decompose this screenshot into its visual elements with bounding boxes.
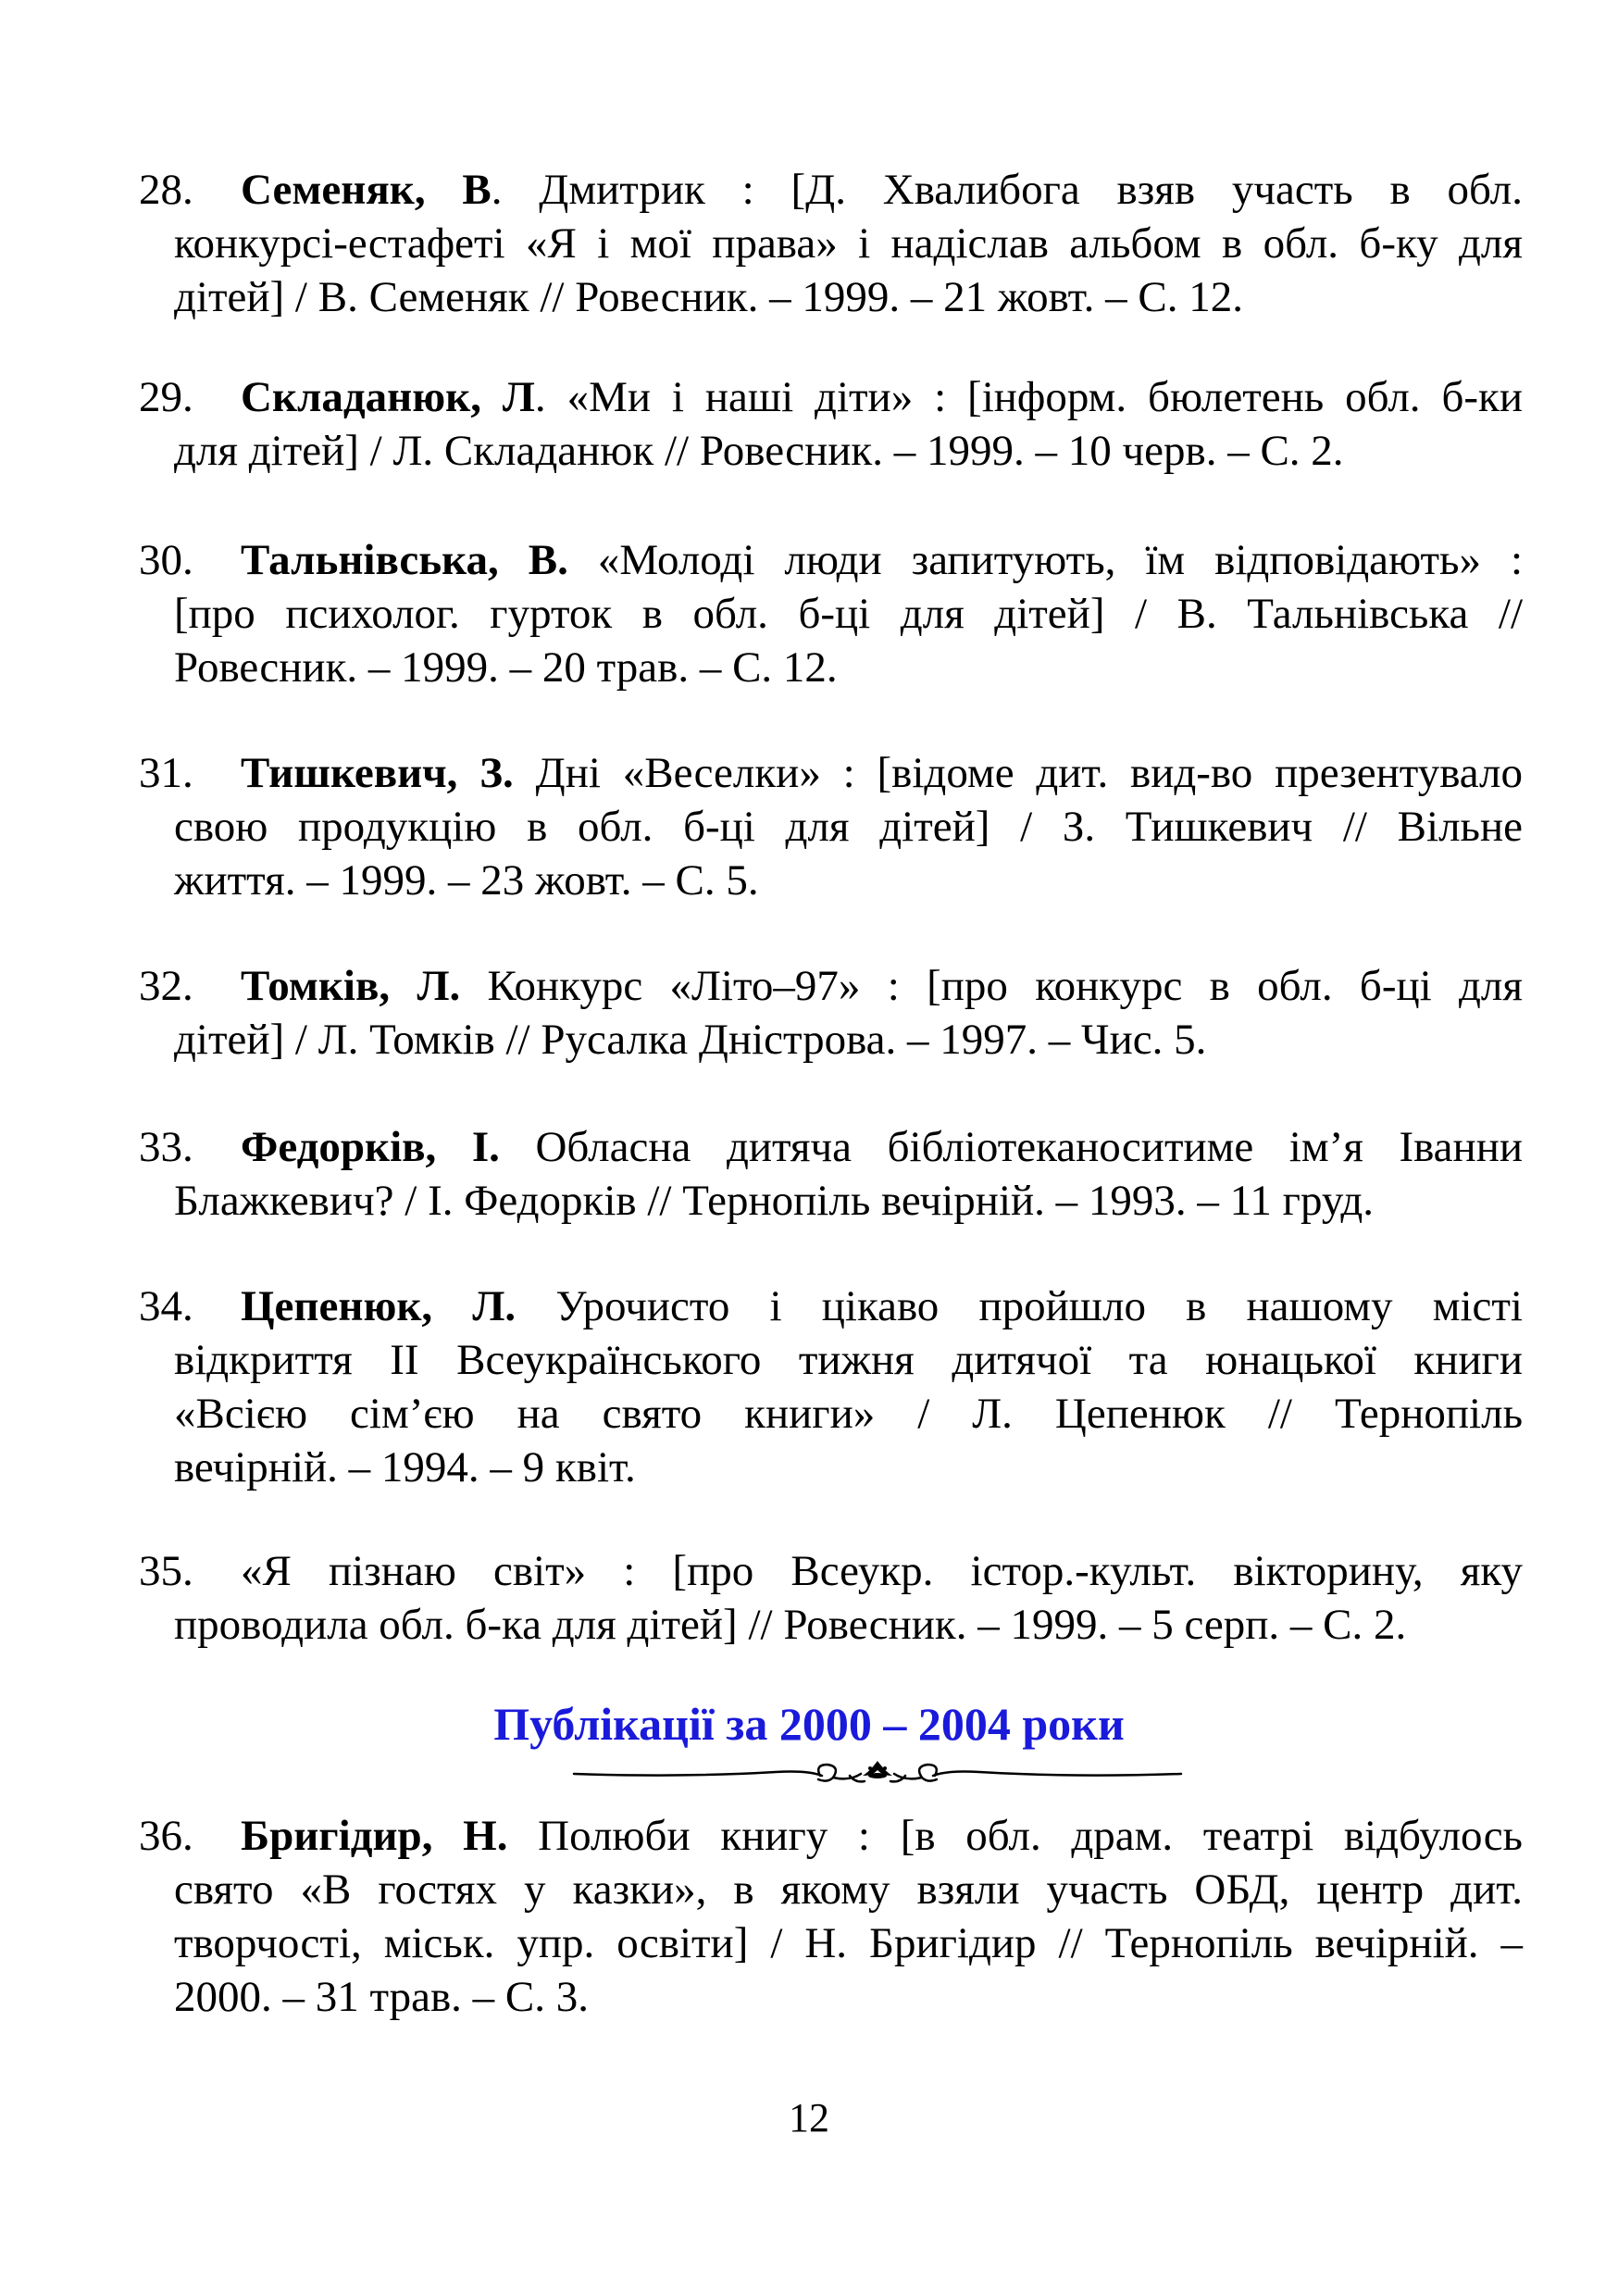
bibliography-entry-29 [139, 370, 1523, 478]
entry-line: життя. – 1999. – 23 жовт. – С. 5. [174, 856, 759, 905]
page-number: 12 [789, 2095, 829, 2140]
entry-line [139, 1544, 1523, 1598]
entry-line: «Всією сім’єю на свято книги» / Л. Цепенюк // Тернопіль [174, 1390, 1523, 1438]
entry-text: Полюби книгу : [в обл. драм. театрі відбулось [507, 1812, 1523, 1860]
entry-text: «Молоді люди запитують, їм відповідають» : [567, 536, 1524, 584]
entry-author: Складанюк, Л [241, 373, 535, 421]
entry-line: Ровесник. – 1999. – 20 трав. – С. 12. [174, 643, 838, 692]
bibliography-entry-33 [139, 1120, 1523, 1228]
entry-line [139, 1279, 1523, 1333]
bibliography-entry-28 [139, 163, 1523, 324]
entry-author: Федорків, І. [241, 1123, 500, 1171]
entry-line [139, 370, 1523, 424]
entry-line [139, 959, 1523, 1013]
entry-number: 33. [139, 1123, 193, 1171]
entry-line [139, 533, 1523, 587]
entry-line: свою продукцію в обл. б-ці для дітей] / З. Тишкевич // Вільне [174, 803, 1523, 851]
entry-text: Конкурс «Літо–97» : [про конкурс в обл. б-ці для [460, 962, 1523, 1010]
entry-number: 30. [139, 536, 193, 584]
entry-line [139, 1809, 1523, 1863]
entry-author: Семеняк, В [241, 166, 492, 214]
ornament-divider [572, 1755, 1183, 1792]
entry-line: вечірній. – 1994. – 9 квіт. [174, 1443, 636, 1491]
entry-line: [про психолог. гурток в обл. б-ці для дітей] / В. Тальнівська // [174, 590, 1523, 638]
entry-author: Тишкевич, З. [241, 749, 514, 797]
entry-author: Цепенюк, Л. [241, 1282, 517, 1330]
bibliography-entry-30 [139, 533, 1523, 694]
entry-number: 34. [139, 1282, 193, 1330]
entry-number: 28. [139, 166, 193, 214]
entry-line: дітей] / В. Семеняк // Ровесник. – 1999. – 21 жовт. – С. 12. [174, 273, 1244, 321]
entry-line: Блажкевич? / І. Федорків // Тернопіль вечірній. – 1993. – 11 груд. [174, 1177, 1375, 1225]
entry-number: 32. [139, 962, 193, 1010]
entry-number: 36. [139, 1812, 193, 1860]
entry-line: дітей] / Л. Томків // Русалка Дністрова. – 1997. – Чис. 5. [174, 1016, 1207, 1064]
entry-text: Обласна дитяча бібліотеканоситиме ім’я Іванни [499, 1123, 1523, 1171]
entry-line: свято «В гостях у казки», в якому взяли участь ОБД, центр дит. [174, 1866, 1523, 1914]
entry-line: 2000. – 31 трав. – С. 3. [174, 1973, 590, 2021]
entry-number: 35. [139, 1547, 193, 1595]
entry-line: творчості, міськ. упр. освіти] / Н. Бригідир // Тернопіль вечірній. – [174, 1919, 1523, 1967]
entry-line: відкриття II Всеукраїнського тижня дитячої та юнацької книги [174, 1336, 1523, 1384]
section-title: Публікації за 2000 – 2004 роки [493, 1698, 1125, 1750]
bibliography-entry-34 [139, 1279, 1523, 1494]
entry-text: . «Ми і наші діти» : [інформ. бюлетень обл. б-ки [534, 373, 1523, 421]
entry-text: . Дмитрик : [Д. Хвалибога взяв участь в обл. [491, 166, 1523, 214]
entry-line [139, 746, 1523, 800]
entry-line: для дітей] / Л. Складанюк // Ровесник. – 1999. – 10 черв. – С. 2. [174, 427, 1344, 475]
entry-line [139, 163, 1523, 217]
entry-text: Дні «Веселки» : [відоме дит. вид-во презентувало [513, 749, 1523, 797]
entry-text: «Я пізнаю світ» : [про Всеукр. істор.-культ. вікторину, яку [241, 1547, 1523, 1595]
entry-line: конкурсі-естафеті «Я і мої права» і надіслав альбом в обл. б-ку для [174, 219, 1523, 268]
bibliography-entry-35 [139, 1544, 1523, 1652]
entry-line [139, 1120, 1523, 1174]
bibliography-entry-32 [139, 959, 1523, 1067]
entry-author: Тальнівська, В. [241, 536, 568, 584]
entry-text: Урочисто і цікаво пройшло в нашому місті [516, 1282, 1523, 1330]
entry-line: проводила обл. б-ка для дітей] // Ровесник. – 1999. – 5 серп. – С. 2. [174, 1601, 1407, 1649]
bibliography-entry-36 [139, 1809, 1523, 2024]
entry-author: Томків, Л. [241, 962, 461, 1010]
entry-number: 29. [139, 373, 193, 421]
entry-author: Бригідир, Н. [241, 1812, 508, 1860]
entry-number: 31. [139, 749, 193, 797]
bibliography-entry-31 [139, 746, 1523, 907]
